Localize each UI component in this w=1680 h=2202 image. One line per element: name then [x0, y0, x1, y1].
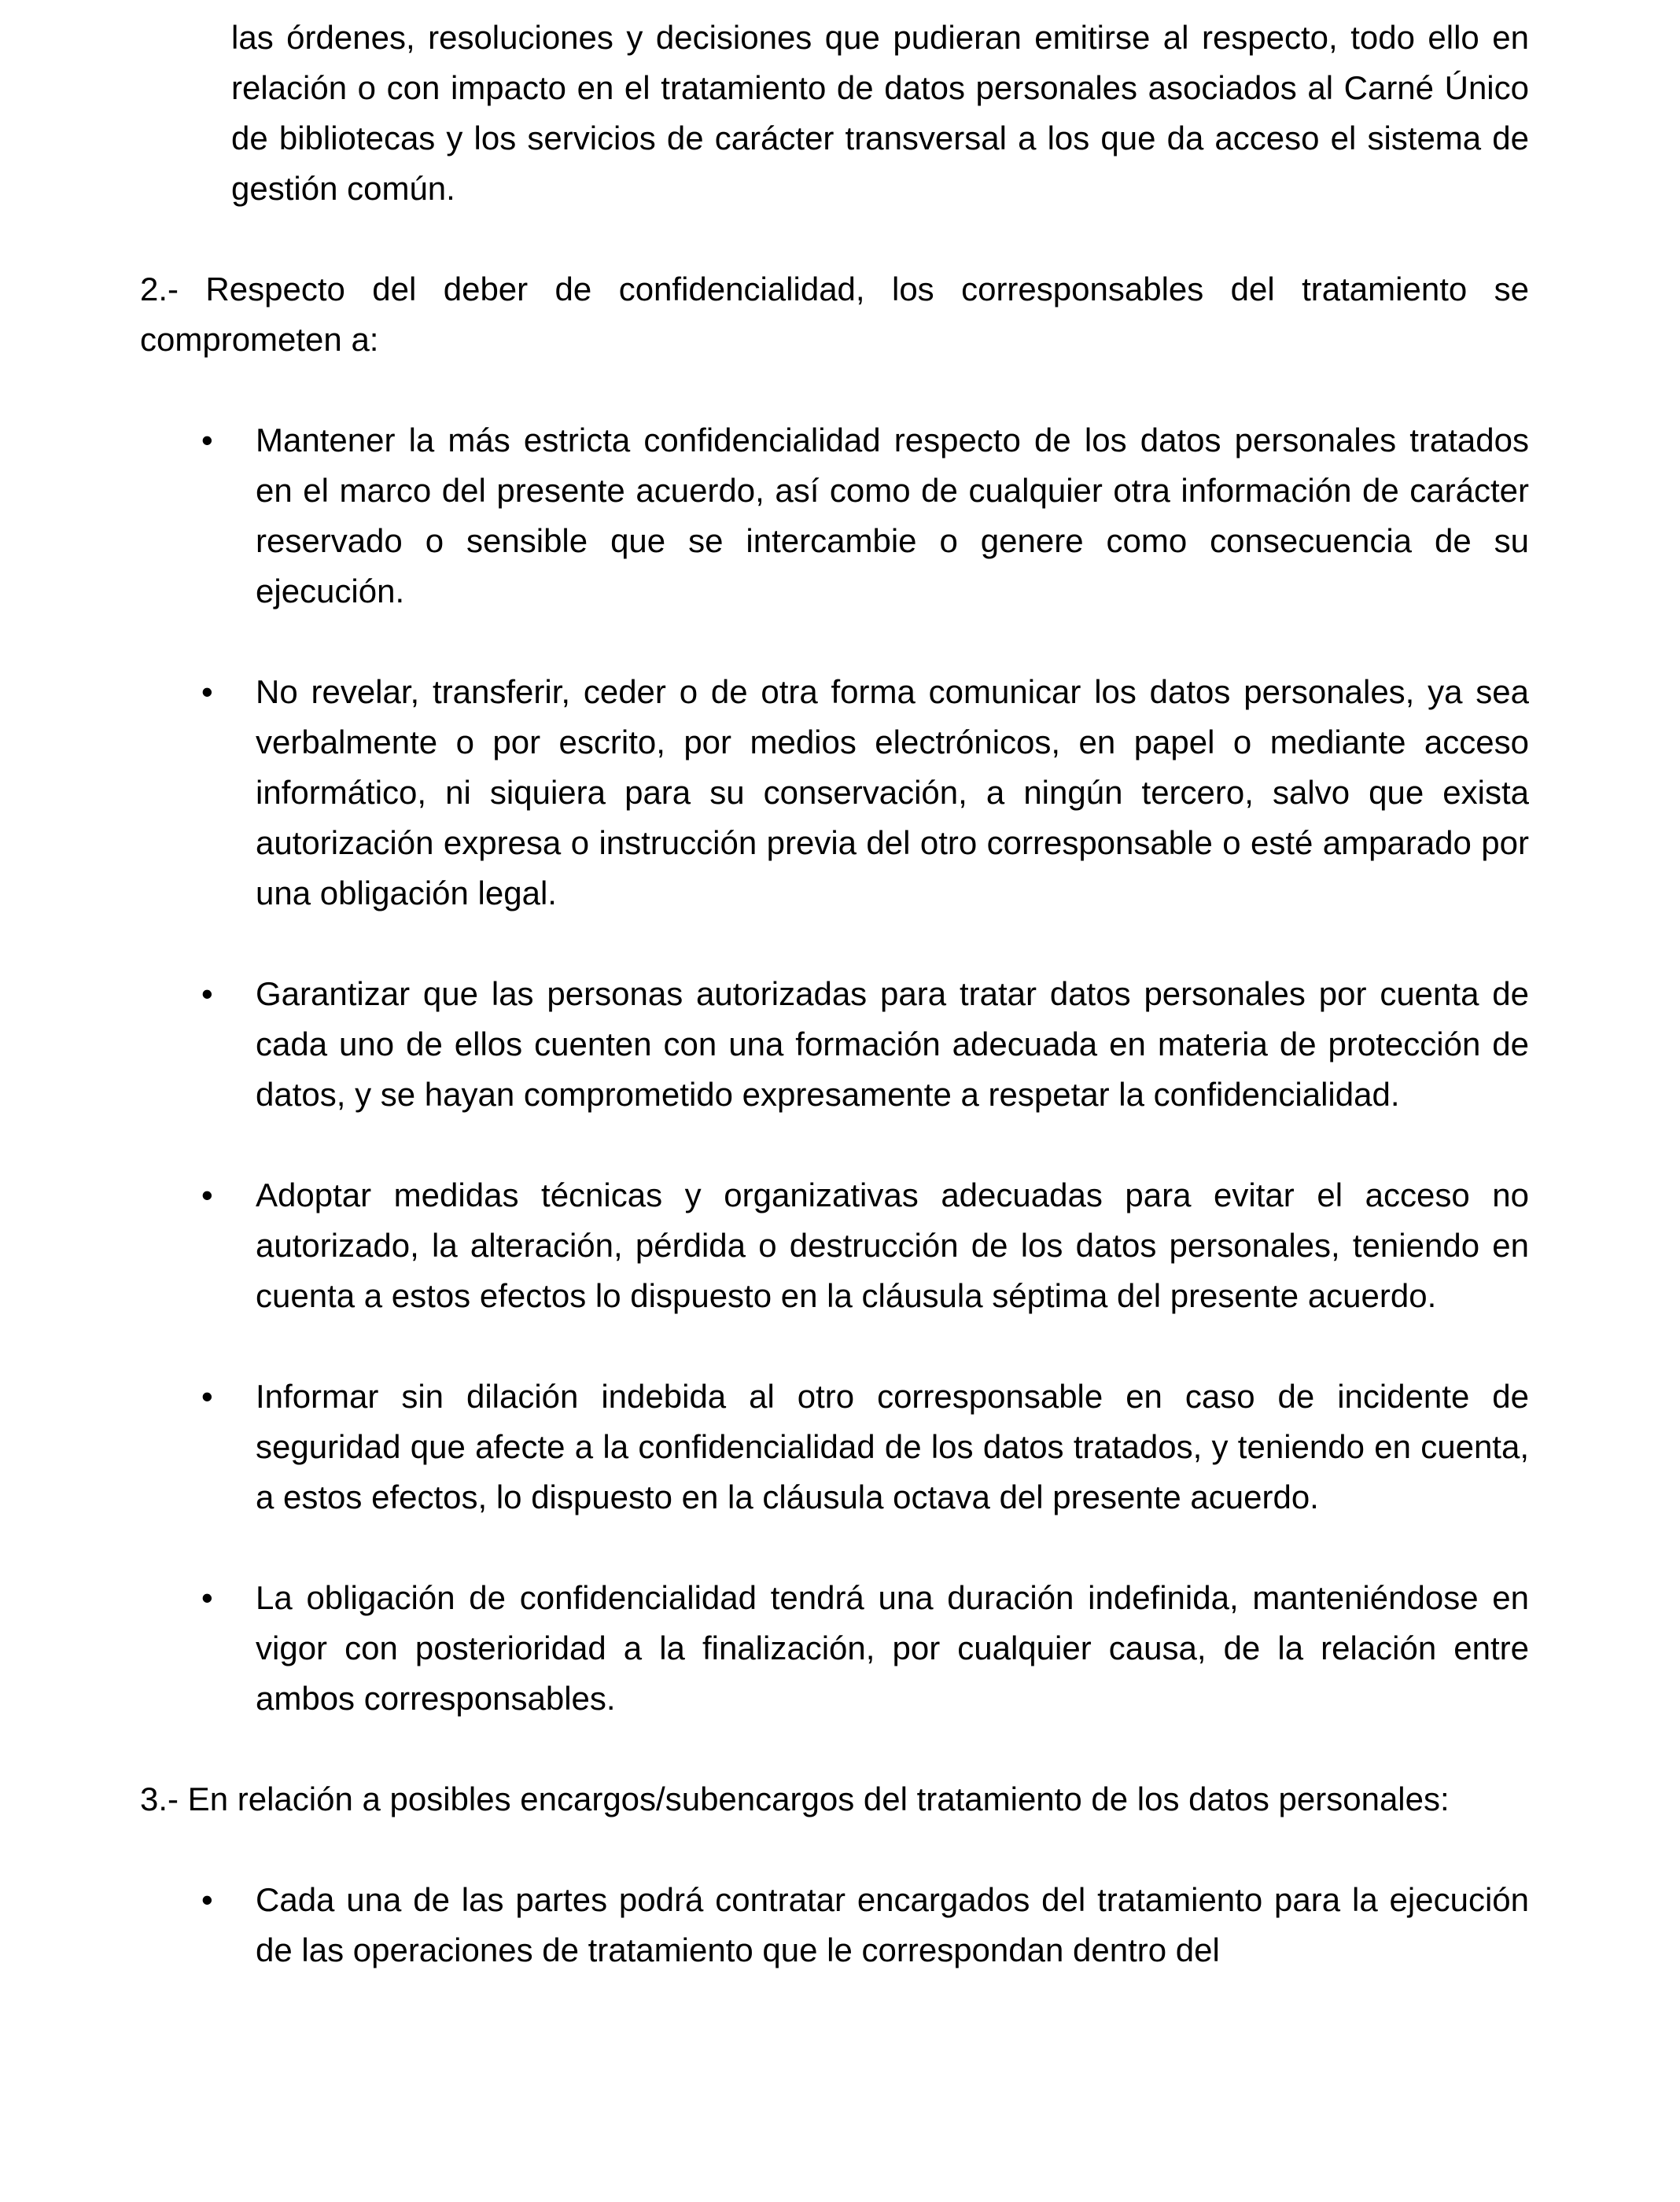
list-item: [140, 667, 1529, 919]
bullet-text: Informar sin dilación indebida al otro corresponsable en caso de incidente de seguridad que afecte a la confidencialidad de los datos tratados, y teniendo en cuenta, a estos efectos, lo dispuesto en la cláusula octava del presente acuerdo.: [256, 1378, 1529, 1515]
bullet-marker: •: [201, 673, 213, 710]
intro-paragraph: las órdenes, resoluciones y decisiones que pudieran emitirse al respecto, todo ello en relación o con impacto en el tratamiento de datos personales asociados al Carné Único de bibliotecas y los servicios de carácter transversal a los que da acceso el sistema de gestión común.: [231, 19, 1529, 207]
section-2-heading: 2.- Respecto del deber de confidencialidad, los corresponsables del tratamiento se comprometen a:: [140, 271, 1529, 358]
section-3-bullet-list: [140, 1875, 1529, 1976]
bullet-marker: •: [201, 1881, 213, 1918]
bullet-text: Mantener la más estricta confidencialidad respecto de los datos personales tratados en el marco del presente acuerdo, así como de cualquier otra información de carácter reservado o sensible que se intercambie o genere como consecuencia de su ejecución.: [256, 422, 1529, 609]
section-2-bullet-list: [140, 415, 1529, 1724]
bullet-marker: •: [201, 1176, 213, 1213]
list-item: [140, 1573, 1529, 1724]
list-item: [140, 1372, 1529, 1523]
bullet-text: No revelar, transferir, ceder o de otra forma comunicar los datos personales, ya sea verbalmente o por escrito, por medios electrónicos, en papel o mediante acceso informático, ni siquiera para su conservación, a ningún tercero, salvo que exista autorización expresa o instrucción previa del otro corresponsable o esté amparado por una obligación legal.: [256, 673, 1529, 911]
bullet-marker: •: [201, 422, 213, 458]
bullet-text: Garantizar que las personas autorizadas para tratar datos personales por cuenta de cada uno de ellos cuenten con una formación adecuada en materia de protección de datos, y se hayan comprometido expresamente a respetar la confidencialidad.: [256, 975, 1529, 1113]
list-item: [140, 969, 1529, 1120]
bullet-marker: •: [201, 975, 213, 1012]
bullet-marker: •: [201, 1579, 213, 1616]
bullet-marker: •: [201, 1378, 213, 1415]
bullet-text: Cada una de las partes podrá contratar encargados del tratamiento para la ejecución de las operaciones de tratamiento que le correspondan dentro del: [256, 1881, 1529, 1968]
list-item: [140, 415, 1529, 617]
list-item: [140, 1875, 1529, 1976]
bullet-text: La obligación de confidencialidad tendrá una duración indefinida, manteniéndose en vigor con posterioridad a la finalización, por cualquier causa, de la relación entre ambos corresponsables.: [256, 1579, 1529, 1717]
section-3-heading: 3.- En relación a posibles encargos/subencargos del tratamiento de los datos personales:: [140, 1780, 1450, 1817]
list-item: [140, 1170, 1529, 1321]
bullet-text: Adoptar medidas técnicas y organizativas adecuadas para evitar el acceso no autorizado, la alteración, pérdida o destrucción de los datos personales, teniendo en cuenta a estos efectos lo dispuesto en la cláusula séptima del presente acuerdo.: [256, 1176, 1529, 1314]
